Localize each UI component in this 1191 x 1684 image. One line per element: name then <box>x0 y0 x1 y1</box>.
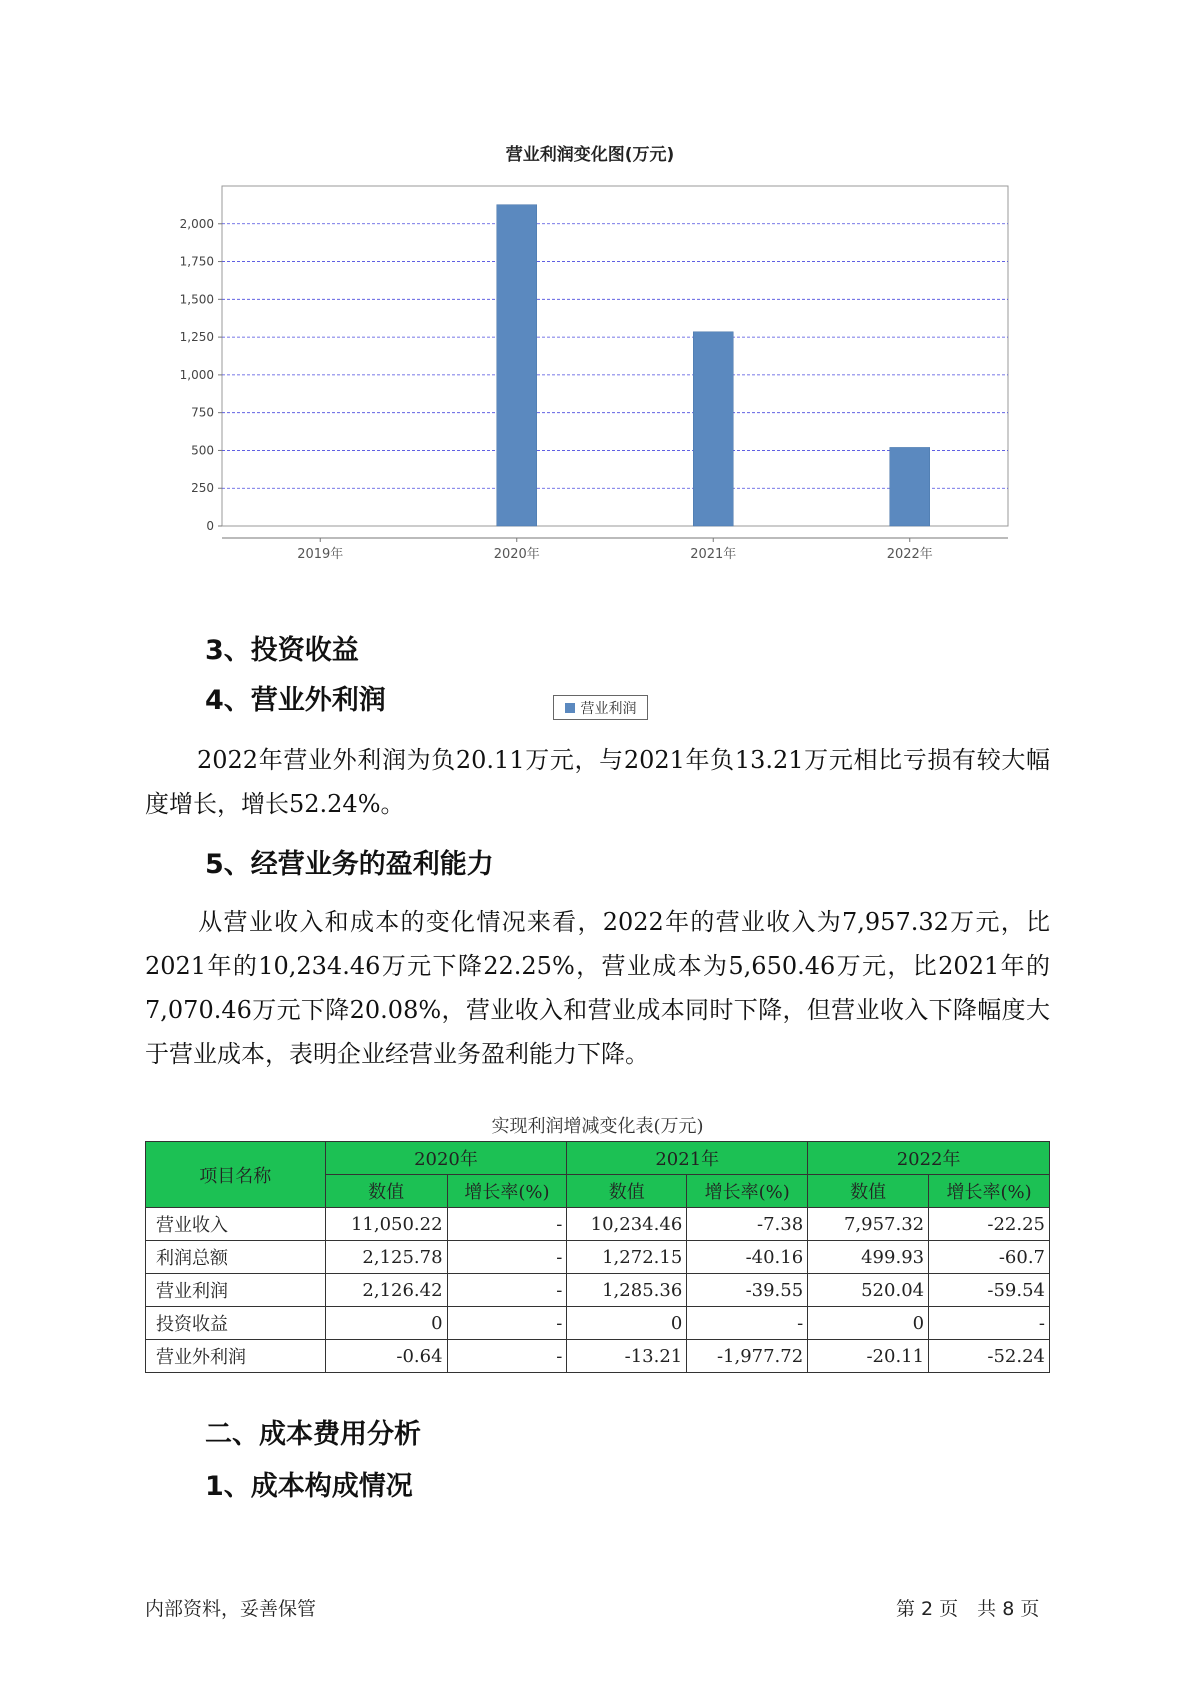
header-growth: 增长率(%) <box>929 1175 1050 1208</box>
cell: - <box>447 1340 567 1373</box>
header-year-2022: 2022年 <box>808 1142 1050 1175</box>
x-tick-label: 2019年 <box>297 547 344 562</box>
heading-profitability: 5、经营业务的盈利能力 <box>205 849 494 880</box>
cell: 520.04 <box>808 1274 929 1307</box>
cell: - <box>447 1208 567 1241</box>
cell: -40.16 <box>687 1241 808 1274</box>
header-value: 数值 <box>808 1175 929 1208</box>
header-year-2021: 2021年 <box>567 1142 808 1175</box>
footer-page-number: 第 2 页 共 8 页 <box>896 1598 1040 1620</box>
bar <box>693 332 733 526</box>
heading-cost-analysis: 二、成本费用分析 <box>205 1419 421 1450</box>
heading-non-operating-profit: 4、营业外利润 <box>205 685 386 716</box>
cell: 0 <box>567 1307 687 1340</box>
cell: -59.54 <box>929 1274 1050 1307</box>
profit-change-table <box>145 1141 1050 1373</box>
cell: 2,125.78 <box>325 1241 447 1274</box>
cell: -0.64 <box>325 1340 447 1373</box>
paragraph-profitability <box>145 900 1050 1076</box>
header-growth: 增长率(%) <box>687 1175 808 1208</box>
y-tick-label: 2,000 <box>179 216 214 231</box>
table-row <box>146 1274 1050 1307</box>
paragraph-profitability-text: 从营业收入和成本的变化情况来看，2022年的营业收入为7,957.32万元，比2021年的10,234.46万元下降22.25%，营业成本为5,650.46万元，比2021年的7,070.46万元下降20.08%，营业收入和营业成本同时下降，但营业收入下降幅度大于营业成本，表明企业经营业务盈利能力下降。 <box>145 908 1050 1068</box>
cell: -52.24 <box>929 1340 1050 1373</box>
cell: -13.21 <box>567 1340 687 1373</box>
cell: 10,234.46 <box>567 1208 687 1241</box>
table-row <box>146 1208 1050 1241</box>
y-tick-label: 1,750 <box>179 254 214 269</box>
header-year-2020: 2020年 <box>325 1142 567 1175</box>
table-caption: 实现利润增减变化表(万元) <box>491 1116 704 1137</box>
header-value: 数值 <box>567 1175 687 1208</box>
cell: 499.93 <box>808 1241 929 1274</box>
chart-title: 营业利润变化图(万元) <box>505 145 675 165</box>
table-row <box>146 1340 1050 1373</box>
cell: 0 <box>808 1307 929 1340</box>
cell: 1,285.36 <box>567 1274 687 1307</box>
cell: 7,957.32 <box>808 1208 929 1241</box>
cell: -7.38 <box>687 1208 808 1241</box>
table-row <box>146 1241 1050 1274</box>
y-tick-label: 750 <box>191 405 214 420</box>
y-tick-label: 1,000 <box>179 367 214 382</box>
y-tick-label: 1,250 <box>179 330 214 345</box>
cell: 0 <box>325 1307 447 1340</box>
legend-label: 营业利润 <box>580 700 637 717</box>
cell: -22.25 <box>929 1208 1050 1241</box>
header-value: 数值 <box>325 1175 447 1208</box>
cell: - <box>687 1307 808 1340</box>
paragraph-non-operating-profit <box>145 738 1050 826</box>
cell: 2,126.42 <box>325 1274 447 1307</box>
cell: -20.11 <box>808 1340 929 1373</box>
bar <box>497 205 537 526</box>
header-growth: 增长率(%) <box>447 1175 567 1208</box>
legend-swatch <box>565 703 575 713</box>
footer-confidential: 内部资料，妥善保管 <box>145 1598 317 1620</box>
table-row <box>146 1307 1050 1340</box>
header-item-name: 项目名称 <box>146 1142 326 1208</box>
x-tick-label: 2020年 <box>493 547 540 562</box>
heading-cost-structure: 1、成本构成情况 <box>205 1471 413 1502</box>
cell: -39.55 <box>687 1274 808 1307</box>
cell: -1,977.72 <box>687 1340 808 1373</box>
x-tick-label: 2022年 <box>886 547 933 562</box>
y-tick-label: 0 <box>206 519 214 533</box>
cell: -60.7 <box>929 1241 1050 1274</box>
row-name: 营业利润 <box>146 1274 326 1307</box>
bar <box>890 447 930 526</box>
cell: 1,272.15 <box>567 1241 687 1274</box>
cell: - <box>929 1307 1050 1340</box>
cell: - <box>447 1241 567 1274</box>
heading-investment-income: 3、投资收益 <box>205 635 359 666</box>
chart-legend <box>553 695 648 720</box>
y-tick-label: 250 <box>191 481 214 496</box>
cell: - <box>447 1274 567 1307</box>
row-name: 营业外利润 <box>146 1340 326 1373</box>
cell: 11,050.22 <box>325 1208 447 1241</box>
cell: - <box>447 1307 567 1340</box>
paragraph-non-operating-text: 2022年营业外利润为负20.11万元，与2021年负13.21万元相比亏损有较大幅度增长，增长52.24%。 <box>145 746 1050 818</box>
x-tick-label: 2021年 <box>690 547 737 562</box>
row-name: 营业收入 <box>146 1208 326 1241</box>
row-name: 投资收益 <box>146 1307 326 1340</box>
chart-svg <box>150 170 1030 580</box>
row-name: 利润总额 <box>146 1241 326 1274</box>
y-tick-label: 1,500 <box>179 292 214 307</box>
y-tick-label: 500 <box>191 443 214 458</box>
